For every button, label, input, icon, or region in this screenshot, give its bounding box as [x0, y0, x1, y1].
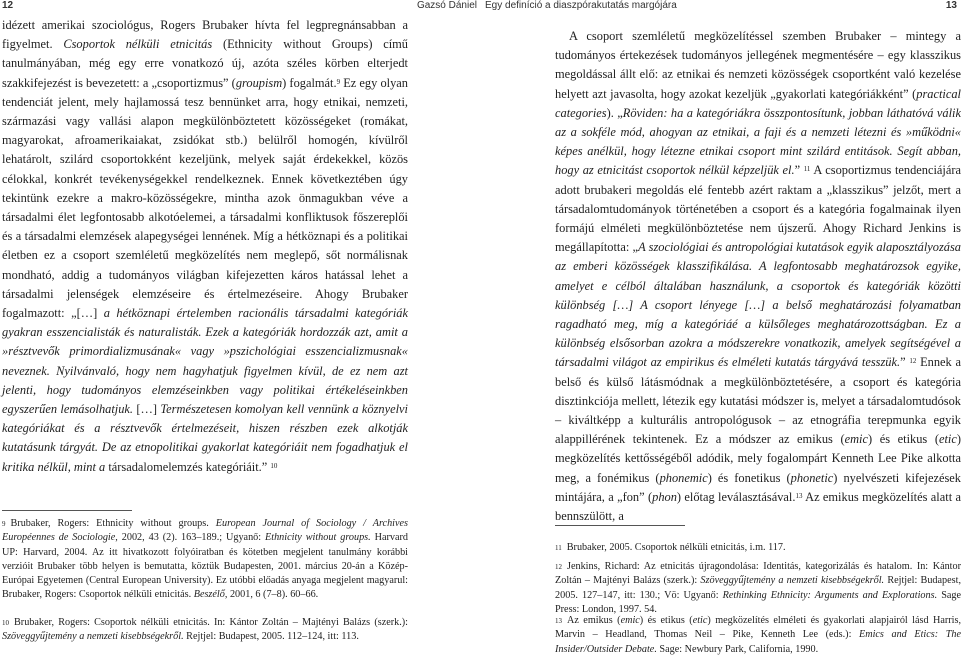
main-text [555, 27, 961, 526]
footnote-ref[interactable]: 13 [795, 491, 803, 500]
footnote-ref[interactable]: 12 [909, 357, 917, 366]
main-text [2, 16, 408, 477]
footnote-divider [555, 525, 685, 526]
paragraph: A csoport szemléletű megközelítéssel szemben Brubaker – mintegy a tudományos értekezések tudományos jellegének megmentésére – egy klasszikus megoldással állt elő: az etnikai és nemzeti közösségek csoportként való kezelése helyett azt javasolta, hogy azokat kezeljük „gyakorlati kategóriákként” (practical categories). „Röviden: ha a kategóriákra összpontosítunk, jobban láthatóvá válik az a sokféle mód, ahogyan az etnikai, a faji és a nemzeti létezni és »működni« képes anélkül, hogy létezne etnikai csoport mint szilárd entitások. Segít abban, hogy az etnicitást csoportok nélkül képzeljük el.” $^{11}$ A csoportizmus tendenciájára adott brubakeri megoldás elé fentebb azért raktam a „klasszikus” jelzőt, mert a társadalomtudományok történetében a csoport és a kategória fogalmainak ilyen formájú elméleti megkülönböztetése nem újszerű. Ahogy Richard Jenkins is megállapította: „A szociológiai és antropológiai kutatások egyik alaposztályozása az emberi közösségek klasszifikálása. A legfontosabb meghatározsok egyike, amelyet e célból általában használunk, a csoportok és kategóriák közötti különbség […] A csoport lényege […] a belső meghatározási folyamatban ragadható meg, míg a kategóriáé a külsőleges meghatározottságban. Ez a különbség elsősorban azokra a módszerekre vonatkozik, amelyek segítségével a társadalmi világot az empirikus és elméleti kutatás tárgyává tesszük.” $^{12}$ Ennek a belső és külső látásmódnak a megkülönböztetésére, a csoport és kategória disztinkciója mellett, létezik egy kutatási módszer is, melyet a társadalomtudósok – kiváltképp a kulturális antropológusok – az etnográfia terepmunka egyik alappillérének tekintenek. Ez a módszer az emikus (emic) és etikus (etic) megközelítés kettősségéből adódik, mely fogalompárt Kenneth Lee Pike alkotta meg, a fonémikus (phonemic) és fonetikus (phonetic) nyelvészeti kifejezések mintájára, a „fon” (phon) előtag leválasztásával.$^{13}$ Az emikus megközelítés alatt a bennszülött, a [555, 29, 961, 524]
quotation: a hétköznapi értelemben racionális társadalmi kategóriák gyakran esszencialisták és naturalisták. Ezek a kategóriák hordozzák azt, amit a »résztvevők primordializmusának« vagy »pszichológiai esszencializmusnak« neveznek. Nyilvánvaló, hogy nem hagyhatjuk figyelmen kívül, de ez nem azt jelenti, hogy tudományos elemzéseinkben vagy politikai értékeléseinkben egyszerűen lemásolhatjuk. [2, 306, 408, 417]
footnote-divider [2, 510, 132, 511]
footnote: $^{10}$ Brubaker, Rogers: Csoportok nélküli etnicitás. In: Kántor Zoltán – Majtényi Balázs (szerk.): Szöveggyűjtemény a nemzeti kisebbségekről. Rejtjel: Budapest, 2005. 112–124, itt: 113. [2, 617, 408, 643]
running-head: Gazsó Dániel [416, 0, 477, 11]
footnote-number: 11 [555, 544, 562, 552]
footnote-number: 9 [2, 520, 6, 528]
footnote-ref[interactable]: 10 [270, 461, 278, 470]
left-page [0, 0, 480, 662]
page-number: 13 [945, 0, 957, 11]
footnote-number: 12 [555, 563, 562, 571]
running-head: Egy definíció a diaszpórakutatás margójára [485, 0, 677, 11]
paragraph: idézett amerikai szociológus, Rogers Brubaker hívta fel legpregnánsabban a figyelmet. Csoportok nélküli etnicitás (Ethnicity without Groups) című tanulmányában, még egy erre vonatkozó új, azóta széles körben elterjedt szakkifejezést is bevezetett: a „csoportizmus” (groupism) fogalmát.$^9$ Ez egy olyan tendenciát jelent, mely hajlamossá tesz bennünket arra, hogy etnikai, nemzeti, származási vagy vallási alapon megkülönböztetett közösségeket (romákat, magyarokat, afroamerikaiakat, zsidókat stb.) belülről homogén, kívülről lehatárolt, szilárd csoportokként kezeljünk, melyek saját érdekekkel, közös célokkal, konkrét tevékenységekkel rendelkeznek. Ennek következtében úgy tekintünk ezekre a makro-közösségekre, mintha azok önmagukban véve a társadalmi élet legfontosabb alkotóelemei, a társadalmi konfliktusok főszereplői és a társadalmi elemzések alapegységei lennének. Míg a hétköznapi és a politikai életben ez a csoport szemléletű megközelítés nem meglepő, sőt normálisnak mondható, addig a tudományos világban kifejezetten káros hatással lehet a társadalmi jelenségek elemzéseire és értelmezéseire. Ahogy Brubaker fogalmazott: „[…] a hétköznapi értelemben racionális társadalmi kategóriák gyakran esszencialisták és naturalisták. Ezek a kategóriák hordozzák azt, amit a »résztvevők primordializmusának« vagy »pszichológiai esszencializmusnak« neveznek. Nyilvánvaló, hogy nem hagyhatjuk figyelmen kívül, de ez nem azt jelenti, hogy tudományos elemzéseinkben vagy politikai értékeléseinkben egyszerűen lemásolhatjuk. […] Természetesen komolyan kell vennünk a köznyelvi kategóriákat és a résztvevők értelmezéseit, hiszen részben ezek alkotják kutatásunk tárgyát. De az etnopolitikai gyakorlat kategóriáit nem fogadhatjuk el kritika nélkül, mint a társadalomelemzés kategóriáit.” $^{10}$ [2, 18, 408, 474]
footnote: $^{11}$ Brubaker, 2005. Csoportok nélküli etnicitás, i.m. 117. [555, 542, 786, 553]
quotation: Természetesen komolyan kell vennünk a köznyelvi kategóriákat és a résztvevők értelmezéseit, hiszen részben ezek alkotják kutatásunk tárgyát. De az etnopolitikai gyakorlat kategóriáit nem fogadhatjuk el kritika nélkül, mint a [2, 402, 408, 474]
footnote: $^{13}$ Az emikus (emic) és etikus (etic) megközelítés elméleti és gyakorlati alapjairól lásd Harris, Marvin – Headland, Thomas Neil – Pike, Kenneth Lee (eds.): Emics and Etics: The Insider/Outsider Debate. Sage: Newbury Park, California, 1990. [555, 615, 961, 655]
quotation: Röviden: ha a kategóriákra összpontosítunk, jobban láthatóvá válik az a sokféle mód, ahogyan az etnikai, a faji és a nemzeti létezni és »működni« képes anélkül, hogy létezne etnikai csoport mint szilárd entitások. Segít abban, hogy az etnicitást csoportok nélkül képzeljük el. [555, 105, 961, 178]
footnote-ref[interactable]: 9 [336, 77, 341, 86]
footnote: $^{12}$ Jenkins, Richard: Az etnicitás újragondolása: Identitás, kategorizálás és hatalom. In: Kántor Zoltán – Majtényi Balázs (szerk.): Szöveggyűjtemény a nemzeti kisebbségekről. Rejtjel: Budapest, 2005. 127–147, itt: 130.; Vö: Ugyanő: Rethinking Ethnicity: Arguments and Explorations. Sage Press: London, 1997. 54. [555, 561, 961, 615]
page-number: 12 [2, 0, 14, 11]
right-page [480, 0, 960, 662]
footnote: $^9$ Brubaker, Rogers: Ethnicity without groups. European Journal of Sociology / Archives Européennes de Sociologie, 2002, 43 (2). 163–189.; Ugyanő: Ethnicity without groups. Harvard UP: Harvard, 2004. Az itt hivatkozott folyóiratban és kötetben megjelent tanulmány korábbi verzióit Brubaker több helyen is bemutatta, köztük Budapesten, 2001. március 20-án a Közép-Európai Egyetemen (Central European University). Ez utóbbi előadás anyaga megjelent magyarul: Brubaker, Rogers: Csoportok nélküli etnicitás. Beszélő, 2001, 6 (7–8). 60–66. [2, 518, 408, 601]
footnote-ref[interactable]: 11 [803, 165, 811, 174]
footnote-number: 10 [2, 619, 9, 627]
quotation: A szociológiai és antropológiai kutatások egyik alaposztályozása az emberi közösségek klasszifikálása. A legfontosabb meghatározsok egyike, amelyet e célból általában használunk, a csoportok és kategóriák közötti különbség […] A csoport lényege […] a belső meghatározási folyamatban ragadható meg, míg a kategóriáé a külsőleges meghatározottságban. Ez a különbség elsősorban azokra a módszerekre vonatkozik, amelyek segítségével a társadalmi világot az empirikus és elméleti kutatás tárgyává tesszük. [555, 240, 961, 370]
footnote-number: 13 [555, 617, 562, 625]
